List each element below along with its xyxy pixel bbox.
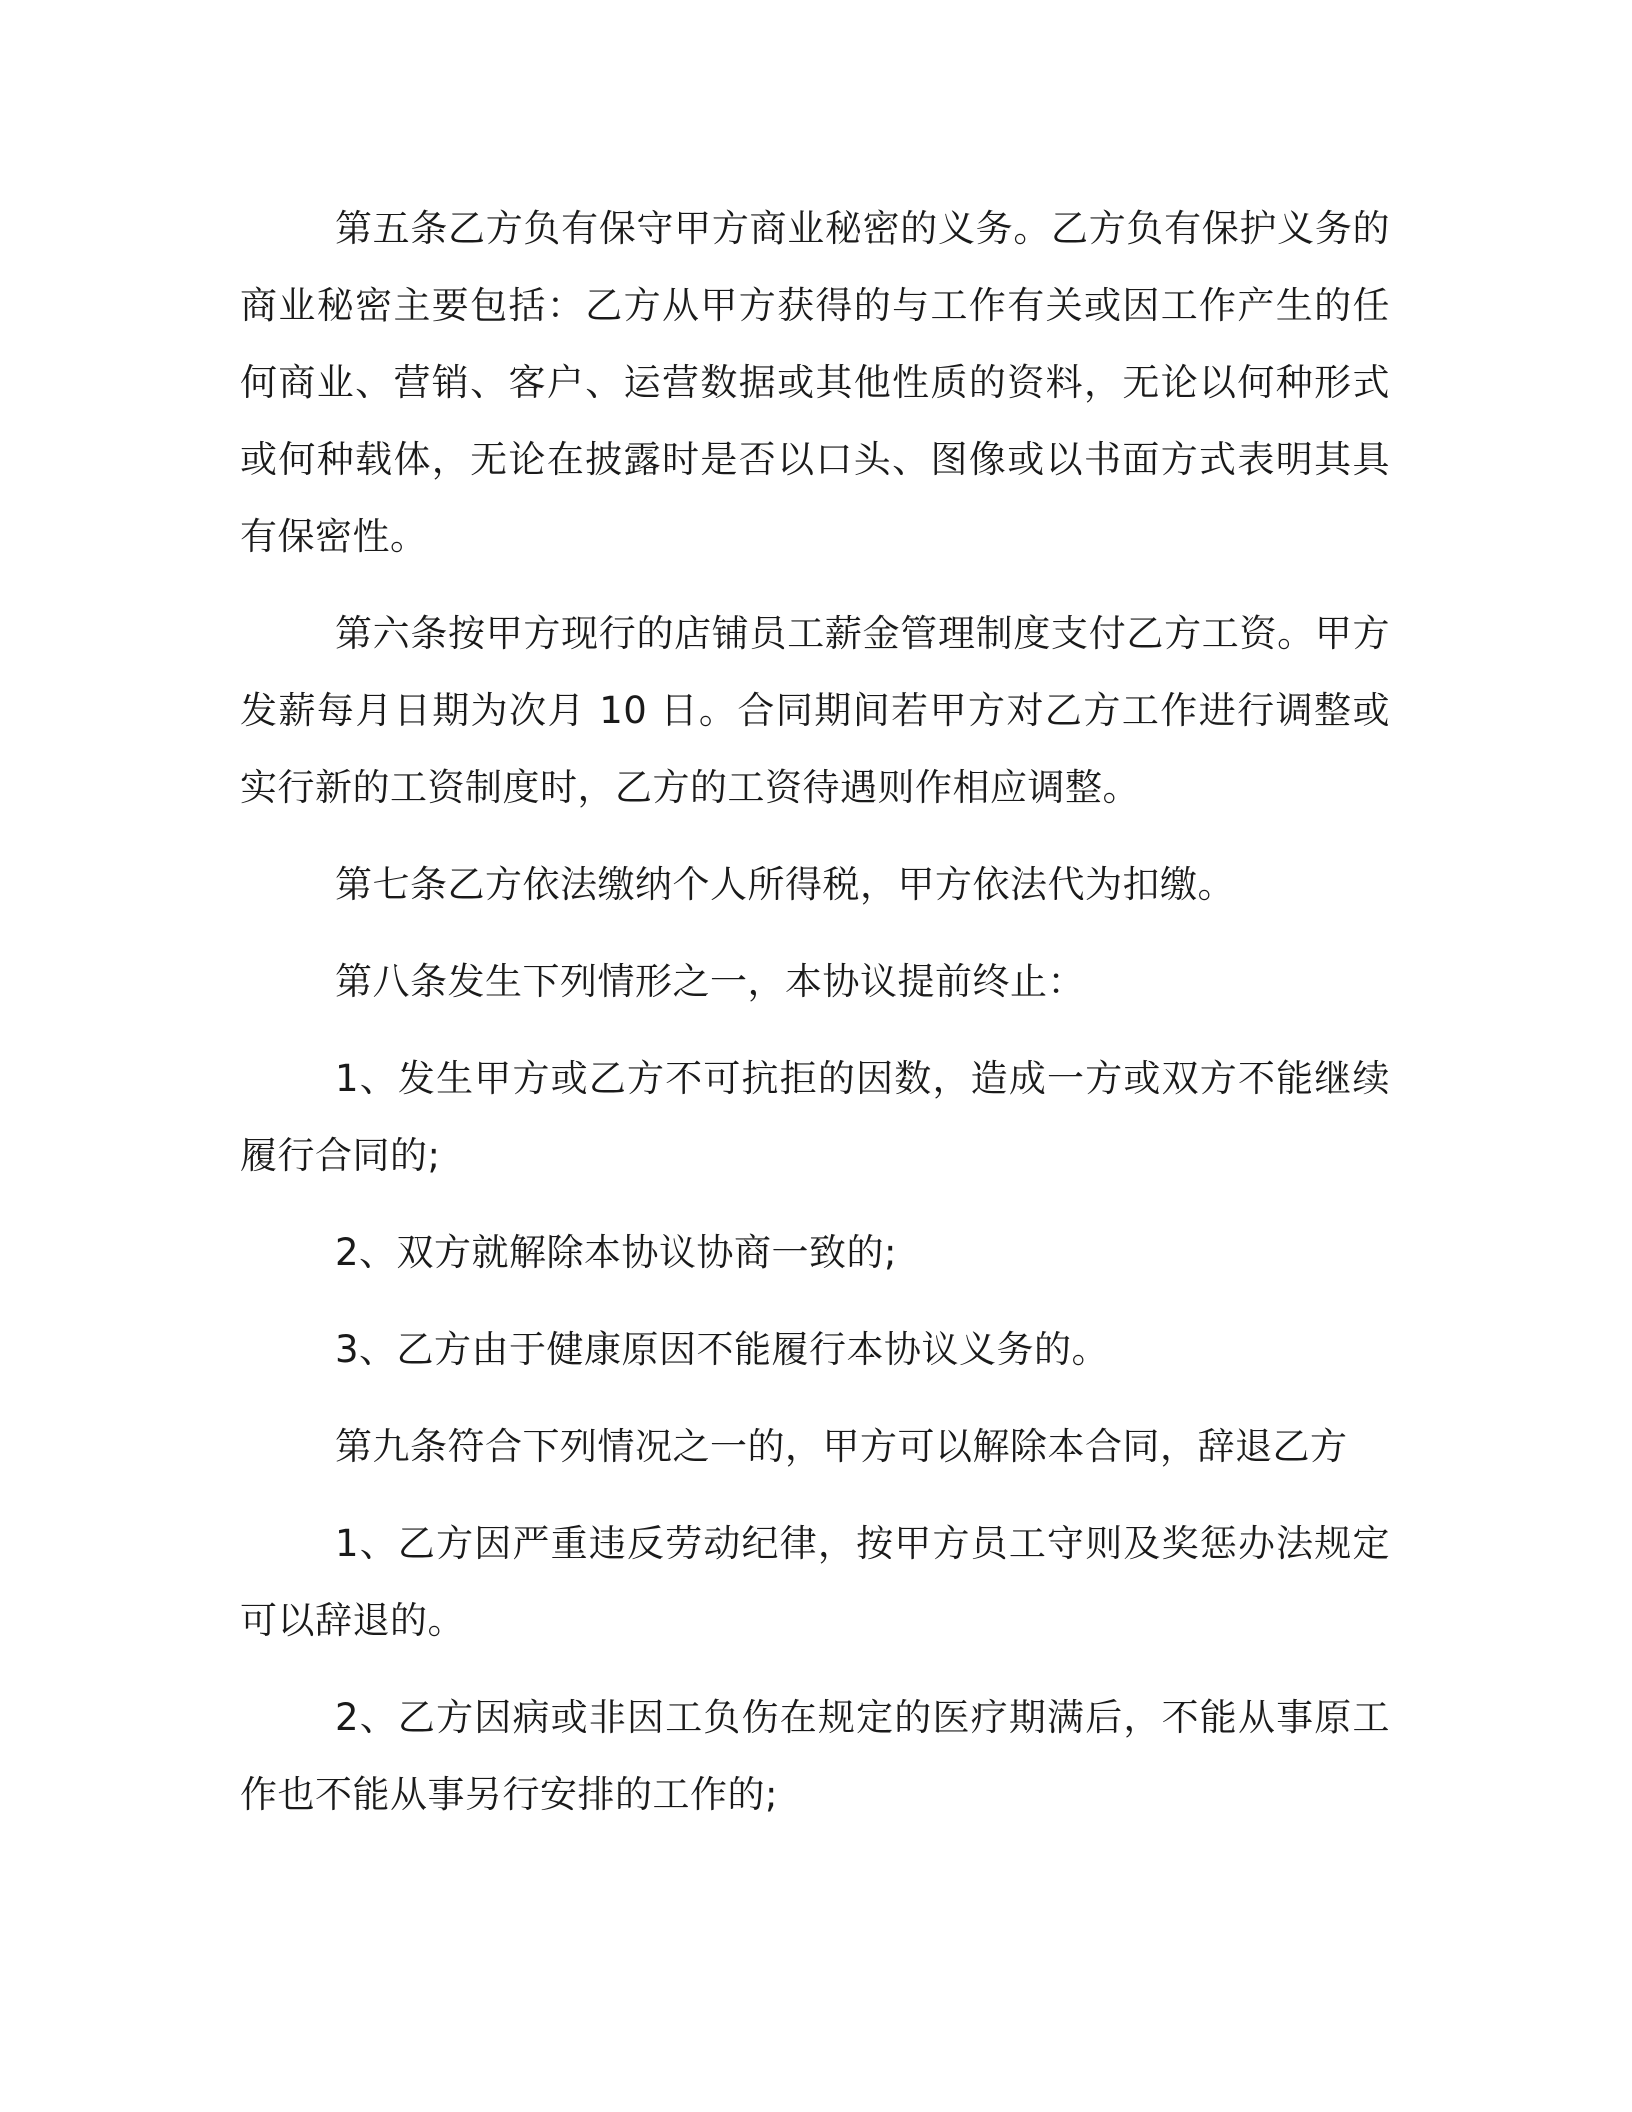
paragraph-article-5: 第五条乙方负有保守甲方商业秘密的义务。乙方负有保护义务的商业秘密主要包括：乙方从甲方获得的与工作有关或因工作产生的任何商业、营销、客户、运营数据或其他性质的资料，无论以何种形式或何种载体，无论在披露时是否以口头、图像或以书面方式表明其具有保密性。 xyxy=(240,207,1390,558)
paragraph-article-8: 第八条发生下列情形之一，本协议提前终止： xyxy=(335,960,1085,1003)
list-item-article-8-2: 2、双方就解除本协议协商一致的; xyxy=(335,1231,898,1274)
paragraph-article-7: 第七条乙方依法缴纳个人所得税，甲方依法代为扣缴。 xyxy=(335,863,1235,906)
list-item-article-8-1: 1、发生甲方或乙方不可抗拒的因数，造成一方或双方不能继续履行合同的; xyxy=(240,1057,1390,1177)
paragraph-article-9: 第九条符合下列情况之一的，甲方可以解除本合同，辞退乙方 xyxy=(335,1425,1348,1468)
document-page xyxy=(240,190,1390,1853)
paragraph-article-6: 第六条按甲方现行的店铺员工薪金管理制度支付乙方工资。甲方发薪每月日期为次月 10 日。合同期间若甲方对乙方工作进行调整或实行新的工资制度时，乙方的工资待遇则作相应调整。 xyxy=(240,612,1390,809)
list-item-article-9-2: 2、乙方因病或非因工负伤在规定的医疗期满后，不能从事原工作也不能从事另行安排的工作的; xyxy=(240,1696,1390,1816)
list-item-article-9-1: 1、乙方因严重违反劳动纪律，按甲方员工守则及奖惩办法规定可以辞退的。 xyxy=(240,1522,1390,1642)
list-item-article-8-3: 3、乙方由于健康原因不能履行本协议义务的。 xyxy=(335,1328,1110,1371)
